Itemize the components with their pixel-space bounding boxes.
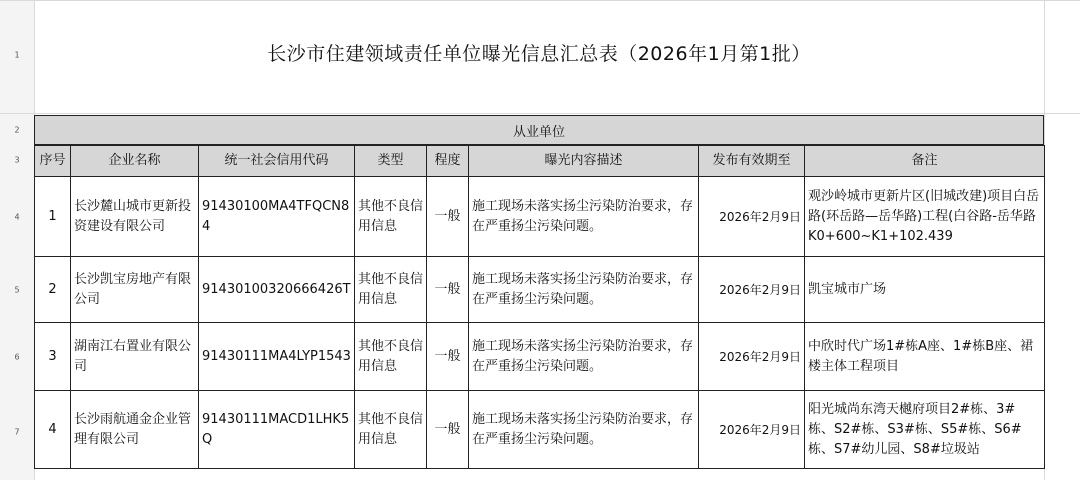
cell-company-name[interactable]: 长沙麓山城市更新投资建设有限公司 bbox=[71, 177, 199, 257]
cell-company-name[interactable]: 长沙凯宝房地产有限公司 bbox=[71, 257, 199, 323]
grid-line bbox=[0, 0, 1080, 1]
table-row bbox=[35, 391, 1045, 469]
cell-description[interactable]: 施工现场未落实扬尘污染防治要求，存在严重扬尘污染问题。 bbox=[469, 177, 699, 257]
cell-description[interactable]: 施工现场未落实扬尘污染防治要求，存在严重扬尘污染问题。 bbox=[469, 323, 699, 391]
cell-valid-until[interactable]: 2026年2月9日 bbox=[699, 323, 805, 391]
table-row bbox=[35, 177, 1045, 257]
header-type: 类型 bbox=[355, 146, 427, 177]
cell-valid-until[interactable]: 2026年2月9日 bbox=[699, 391, 805, 469]
cell-description[interactable]: 施工现场未落实扬尘污染防治要求，存在严重扬尘污染问题。 bbox=[469, 257, 699, 323]
cell-company-name[interactable]: 湖南江右置业有限公司 bbox=[71, 323, 199, 391]
row-header-gutter bbox=[0, 0, 35, 480]
cell-credit-code[interactable]: 91430111MACD1LHK5Q bbox=[199, 391, 355, 469]
header-company-name: 企业名称 bbox=[71, 146, 199, 177]
row-number-4[interactable]: 4 bbox=[14, 212, 20, 222]
cell-type[interactable]: 其他不良信用信息 bbox=[355, 257, 427, 323]
header-seq: 序号 bbox=[35, 146, 71, 177]
exposure-table bbox=[34, 145, 1045, 469]
cell-note[interactable]: 中欣时代广场1#栋A座、1#栋B座、裙楼主体工程项目 bbox=[805, 323, 1045, 391]
cell-level[interactable]: 一般 bbox=[427, 323, 469, 391]
table-row bbox=[35, 257, 1045, 323]
cell-company-name[interactable]: 长沙雨航通金企业管理有限公司 bbox=[71, 391, 199, 469]
cell-level[interactable]: 一般 bbox=[427, 177, 469, 257]
cell-seq[interactable]: 1 bbox=[35, 177, 71, 257]
header-credit-code: 统一社会信用代码 bbox=[199, 146, 355, 177]
grid-line bbox=[0, 113, 1080, 114]
row-number-3[interactable]: 3 bbox=[14, 155, 20, 165]
cell-type[interactable]: 其他不良信用信息 bbox=[355, 391, 427, 469]
row-number-5[interactable]: 5 bbox=[14, 285, 20, 295]
cell-credit-code[interactable]: 91430100320666426T bbox=[199, 257, 355, 323]
cell-type[interactable]: 其他不良信用信息 bbox=[355, 323, 427, 391]
header-valid-until: 发布有效期至 bbox=[699, 146, 805, 177]
cell-credit-code[interactable]: 91430100MA4TFQCN84 bbox=[199, 177, 355, 257]
row-number-1[interactable]: 1 bbox=[14, 50, 20, 60]
cell-level[interactable]: 一般 bbox=[427, 257, 469, 323]
cell-seq[interactable]: 2 bbox=[35, 257, 71, 323]
cell-note[interactable]: 凯宝城市广场 bbox=[805, 257, 1045, 323]
row-number-2[interactable]: 2 bbox=[14, 125, 20, 135]
row-number-6[interactable]: 6 bbox=[14, 352, 20, 362]
cell-valid-until[interactable]: 2026年2月9日 bbox=[699, 177, 805, 257]
cell-seq[interactable]: 4 bbox=[35, 391, 71, 469]
cell-note[interactable]: 观沙岭城市更新片区(旧城改建)项目白岳路(环岳路—岳华路)工程(白谷路-岳华路K0+600~K1+102.439 bbox=[805, 177, 1045, 257]
section-header: 从业单位 bbox=[34, 115, 1044, 145]
page-title: 长沙市住建领域责任单位曝光信息汇总表（2026年1月第1批） bbox=[267, 42, 811, 65]
table-row bbox=[35, 323, 1045, 391]
header-note: 备注 bbox=[805, 146, 1045, 177]
cell-note[interactable]: 阳光城尚东湾天樾府项目2#栋、3#栋、S2#栋、S3#栋、S5#栋、S6#栋、S7#幼儿园、S8#垃圾站 bbox=[805, 391, 1045, 469]
cell-level[interactable]: 一般 bbox=[427, 391, 469, 469]
cell-seq[interactable]: 3 bbox=[35, 323, 71, 391]
header-description: 曝光内容描述 bbox=[469, 146, 699, 177]
cell-type[interactable]: 其他不良信用信息 bbox=[355, 177, 427, 257]
header-row bbox=[35, 146, 1045, 177]
cell-credit-code[interactable]: 91430111MA4LYP1543 bbox=[199, 323, 355, 391]
cell-valid-until[interactable]: 2026年2月9日 bbox=[699, 257, 805, 323]
cell-description[interactable]: 施工现场未落实扬尘污染防治要求，存在严重扬尘污染问题。 bbox=[469, 391, 699, 469]
header-level: 程度 bbox=[427, 146, 469, 177]
row-number-7[interactable]: 7 bbox=[14, 427, 20, 437]
